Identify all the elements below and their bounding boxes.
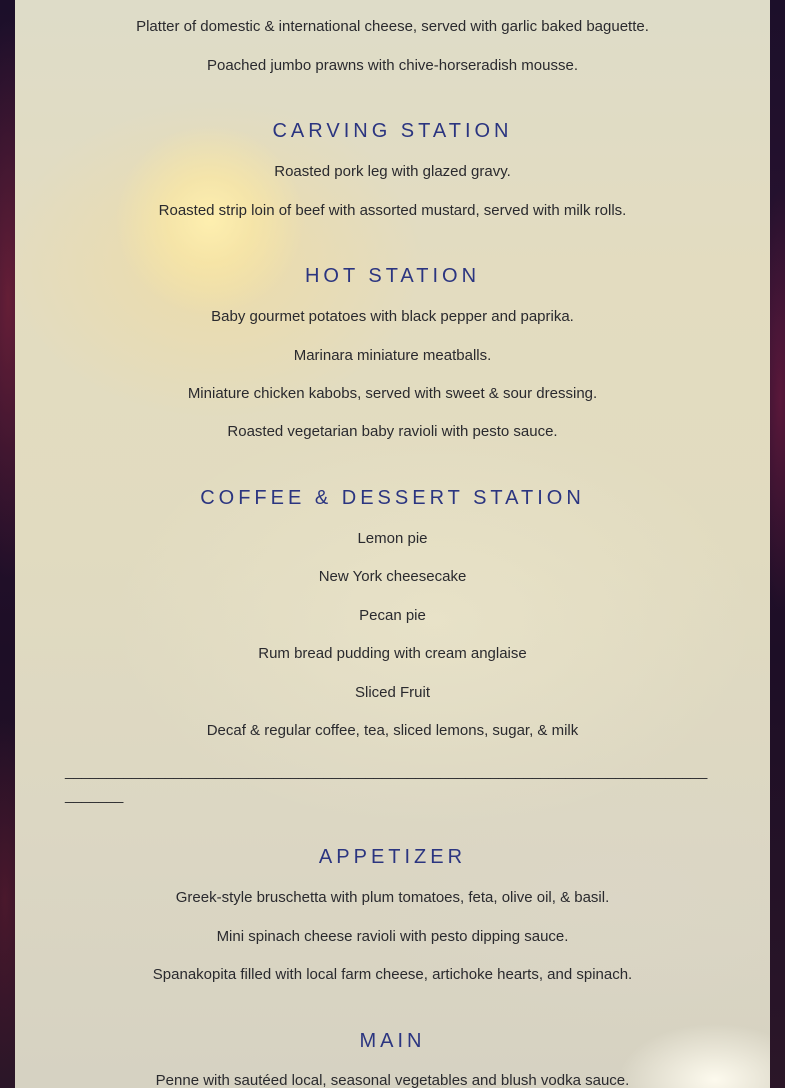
menu-item: Pecan pie [359,607,426,624]
menu-item: Mini spinach cheese ravioli with pesto dipping sauce. [216,928,569,945]
menu-item: Rum bread pudding with cream anglaise [258,645,527,662]
menu-item: Miniature chicken kabobs, served with sweet & sour dressing. [187,385,598,402]
section-heading-main: MAIN [359,1030,426,1052]
menu-item: Sliced Fruit [354,684,431,701]
menu-item: Lemon pie [357,530,428,547]
section-divider: ____________________________________________________________________________________ [65,763,708,804]
menu-item: Baby gourmet potatoes with black pepper and paprika. [211,308,574,325]
menu-panel [15,0,770,1088]
menu-item: Penne with sautéed local, seasonal vegetables and blush vodka sauce. [155,1072,630,1088]
menu-item: Roasted vegetarian baby ravioli with pesto sauce. [227,423,558,440]
section-heading-hot: HOT STATION [304,265,481,287]
menu-item: Greek-style bruschetta with plum tomatoes, feta, olive oil, & basil. [175,889,610,906]
menu-item: Marinara miniature meatballs. [293,347,492,364]
section-heading-appetizer: APPETIZER [318,846,467,868]
menu-item: Roasted pork leg with glazed gravy. [274,163,511,180]
section-heading-carving: CARVING STATION [272,120,513,142]
menu-item: New York cheesecake [318,568,467,585]
menu-item: Spanakopita filled with local farm cheese, artichoke hearts, and spinach. [152,966,633,983]
menu-item: Poached jumbo prawns with chive-horseradish mousse. [206,57,578,74]
menu-item: Roasted strip loin of beef with assorted mustard, served with milk rolls. [158,202,627,219]
menu-item: Decaf & regular coffee, tea, sliced lemons, sugar, & milk [206,722,579,739]
menu-item: Platter of domestic & international cheese, served with garlic baked baguette. [136,18,649,35]
section-heading-dessert: COFFEE & DESSERT STATION [200,487,585,509]
